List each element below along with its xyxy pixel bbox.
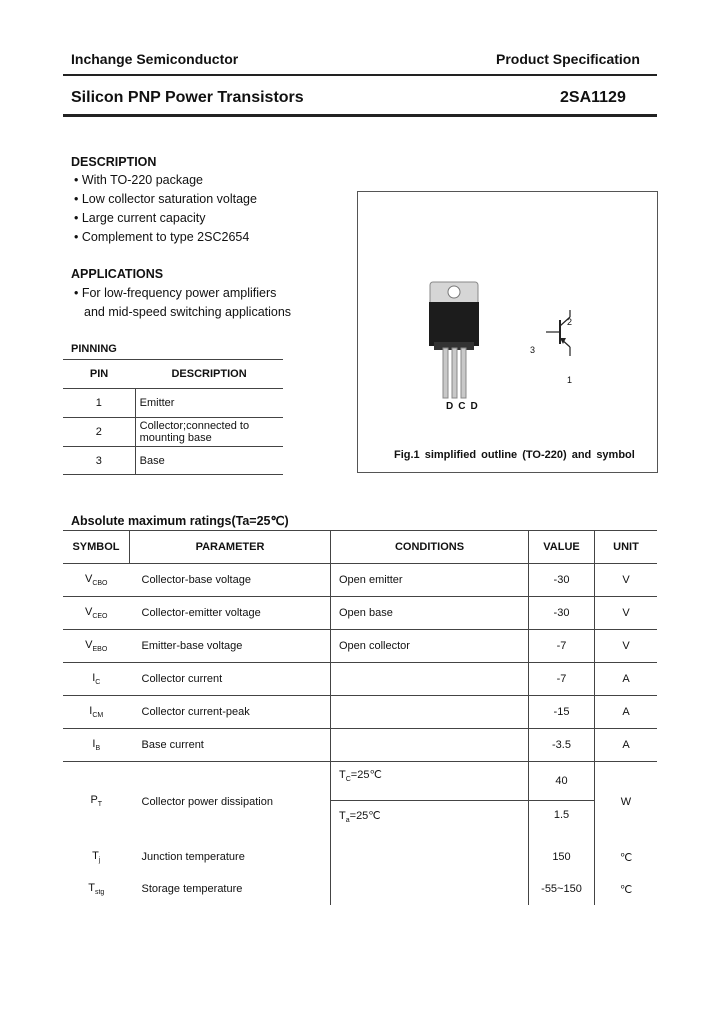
conditions-cell: Open base	[331, 597, 529, 630]
doc-type: Product Specification	[496, 51, 640, 67]
applications-heading: APPLICATIONS	[71, 267, 164, 281]
parameter-col-header: PARAMETER	[130, 531, 331, 564]
symbol-emitter-label: 1	[567, 375, 573, 385]
list-item: • Large current capacity	[74, 211, 206, 225]
table-row	[63, 663, 657, 696]
value-cell: -30	[529, 597, 595, 630]
unit-cell: ℃	[619, 883, 633, 896]
parameter-cell: Collector-emitter voltage	[130, 597, 331, 630]
table-row	[63, 696, 657, 729]
symbol-collector-label: 2	[567, 317, 573, 327]
pin-number: 3	[63, 447, 135, 475]
conditions-cell: $T_a=25℃$	[331, 801, 529, 842]
desc-col-header: DESCRIPTION	[135, 360, 283, 389]
parameter-cell: Collector current-peak	[130, 696, 331, 729]
parameter-cell: Collector power dissipation	[130, 762, 331, 842]
parameter-cell: Storage temperature	[130, 873, 331, 905]
symbol-col-header: SYMBOL	[63, 531, 130, 564]
unit-cell: A	[595, 663, 658, 696]
parameter-cell: Collector current	[130, 663, 331, 696]
ratings-table	[63, 530, 657, 905]
parameter-cell: Emitter-base voltage	[130, 630, 331, 663]
value-cell: -30	[529, 564, 595, 597]
pin-number: 1	[63, 389, 135, 418]
description-heading: DESCRIPTION	[71, 155, 157, 169]
pinning-heading: PINNING	[71, 343, 117, 355]
company-name: Inchange Semiconductor	[71, 51, 239, 67]
pin-description: Base	[135, 447, 283, 475]
conditions-cell: $T_C=25℃$	[331, 762, 529, 801]
conditions-cell	[331, 696, 529, 729]
to220-package-image	[358, 192, 657, 472]
table-row	[63, 873, 657, 905]
parameter-cell: Junction temperature	[130, 841, 331, 873]
value-col-header: VALUE	[529, 531, 595, 564]
symbol-cell: $V_{CEO}$	[63, 597, 130, 630]
symbol-cell: $I_{CM}$	[63, 696, 130, 729]
unit-cell: V	[595, 597, 658, 630]
applications-list	[74, 284, 291, 322]
pin-description: Emitter	[135, 389, 283, 418]
table-row	[63, 447, 283, 475]
lead-label: C	[458, 401, 471, 412]
conditions-cell	[331, 729, 529, 762]
conditions-cell: Open emitter	[331, 564, 529, 597]
value-cell: -3.5	[529, 729, 595, 762]
conditions-col-header: CONDITIONS	[331, 531, 529, 564]
table-row	[63, 418, 283, 447]
list-item: • Complement to type 2SC2654	[74, 230, 250, 244]
table-row	[63, 729, 657, 762]
list-item: • With TO-220 package	[74, 173, 203, 187]
list-item: and mid-speed switching applications	[84, 305, 292, 319]
unit-cell: A	[595, 729, 658, 762]
list-item: • Low collector saturation voltage	[74, 192, 257, 206]
value-cell: -15	[529, 696, 595, 729]
conditions-cell	[331, 873, 529, 905]
value-cell: 150	[529, 841, 595, 873]
ratings-title: Absolute maximum ratings(Ta=25℃)	[71, 514, 289, 528]
pin-col-header: PIN	[63, 360, 135, 389]
lead-label: D	[470, 401, 483, 412]
title-rule	[63, 114, 657, 117]
value-cell: 40	[529, 762, 595, 801]
parameter-cell: Collector-base voltage	[130, 564, 331, 597]
symbol-cell: $P_T$	[63, 762, 130, 842]
header-rule	[63, 74, 657, 76]
lead-labels	[446, 401, 483, 412]
value-cell: -55~150	[529, 873, 595, 905]
unit-cell: A	[595, 696, 658, 729]
list-item: • For low-frequency power amplifiers	[74, 286, 277, 300]
unit-col-header: UNIT	[595, 531, 658, 564]
table-row	[63, 389, 283, 418]
table-header-row	[63, 531, 657, 564]
figure-box	[357, 191, 658, 473]
description-list	[74, 171, 257, 247]
conditions-cell: Open collector	[331, 630, 529, 663]
symbol-base-label: 3	[530, 345, 536, 355]
symbol-cell: $I_B$	[63, 729, 130, 762]
symbol-cell: $V_{CBO}$	[63, 564, 130, 597]
symbol-cell: $T_j$	[92, 849, 101, 865]
figure-caption: Fig.1 simplified outline (TO-220) and symbol	[394, 449, 635, 461]
product-line: Silicon PNP Power Transistors	[71, 89, 304, 106]
value-cell: -7	[529, 630, 595, 663]
pinning-table	[63, 359, 283, 475]
lead-label: D	[446, 401, 459, 412]
table-row	[63, 841, 657, 873]
symbol-cell: $T_{stg}$	[88, 881, 105, 897]
unit-cell: V	[595, 564, 658, 597]
unit-cell: W	[595, 762, 658, 842]
pin-description: Collector;connected to mounting base	[135, 418, 283, 447]
pin-number: 2	[63, 418, 135, 447]
table-row	[63, 597, 657, 630]
conditions-cell	[331, 663, 529, 696]
parameter-cell: Base current	[130, 729, 331, 762]
table-row	[63, 762, 657, 801]
symbol-cell: $V_{EBO}$	[63, 630, 130, 663]
symbol-cell: $I_C$	[63, 663, 130, 696]
table-row	[63, 630, 657, 663]
value-cell: -7	[529, 663, 595, 696]
table-row	[63, 564, 657, 597]
unit-cell: V	[595, 630, 658, 663]
value-cell: 1.5	[529, 801, 595, 842]
conditions-cell	[331, 841, 529, 873]
unit-cell: ℃	[619, 851, 633, 864]
part-number: 2SA1129	[560, 89, 626, 106]
